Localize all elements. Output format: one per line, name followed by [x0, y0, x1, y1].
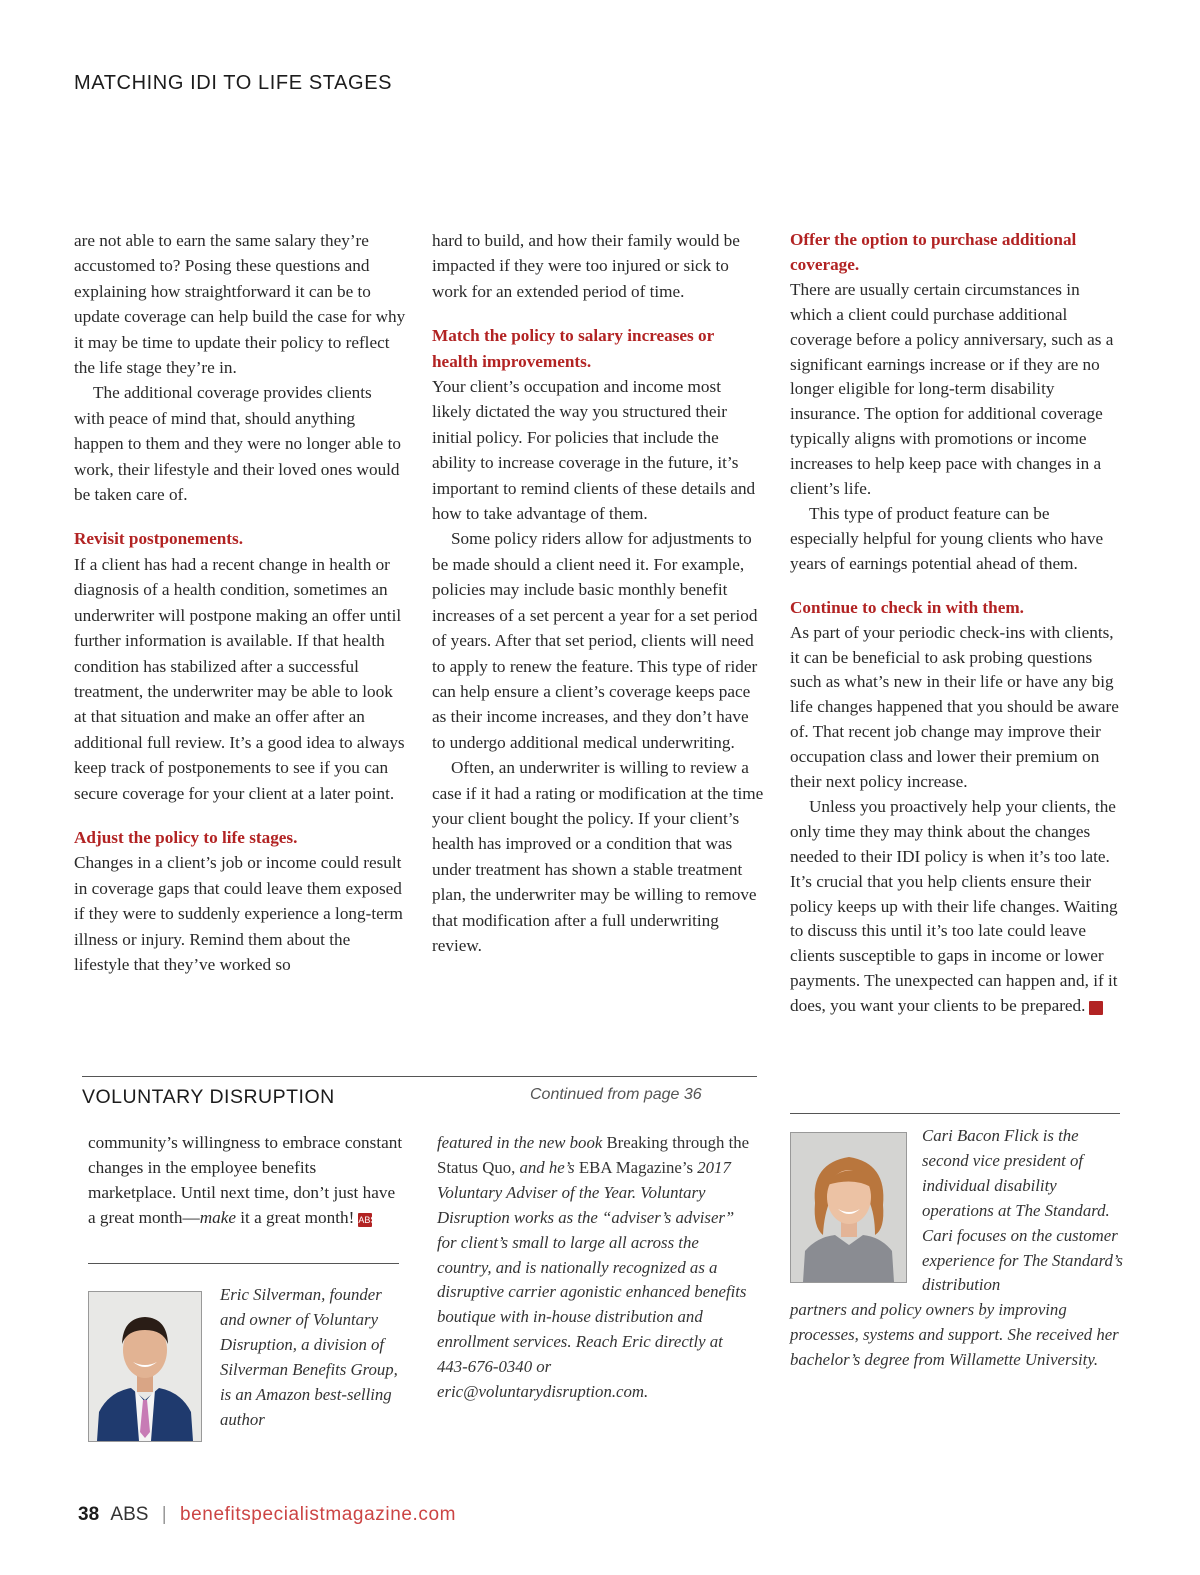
subheading-offer-option: Offer the option to purchase additional coverage. [790, 230, 1077, 274]
continued-note: Continued from page 36 [530, 1086, 702, 1103]
author-bio-eric: Eric Silverman, founder and owner of Voluntary Disruption, a division of Silverman Benefits Group, is an Amazon best-selling author [220, 1285, 398, 1429]
paragraph: Changes in a client’s job or income could result in coverage gaps that could leave them exposed if they were to suddenly experience a long-term illness or injury. Remind them about the lifestyle that they’ve worked so [74, 853, 403, 974]
footer-separator: | [161, 1504, 167, 1525]
portrait-image [89, 1292, 201, 1441]
subheading-continue-check-in: Continue to check in with them. [790, 597, 1024, 617]
paragraph: This type of product feature can be especially helpful for young clients who have years of earnings potential ahead of them. [790, 503, 1104, 573]
end-of-article-mark: ABS [1089, 1001, 1103, 1015]
article-column-2 [432, 228, 764, 958]
author-bio-eric-continued: featured in the new book Breaking through the Status Quo, and he’s EBA Magazine’s 2017 Voluntary Adviser of the Year. Voluntary Disruption works as the “adviser’s adviser” for client’s small to large all across the country, and is nationally recognized as a disruptive carrier agonistic enhanced benefits boutique with in-house distribution and enrollment services. Reach Eric directly at 443-676-0340 or eric@voluntarydisruption.com. [437, 1133, 750, 1402]
page-number: 38 [78, 1504, 100, 1525]
author-photo-cari [790, 1132, 907, 1283]
paragraph: are not able to earn the same salary they’re accustomed to? Posing these questions and explaining how straightforward it can be to update coverage can help build the case for why it may be time to update their policy to reflect the life stage they’re in. [74, 231, 406, 378]
author-bio-cari-continued: partners and policy owners by improving processes, systems and support. She received her bachelor’s degree from Willamette University. [790, 1300, 1119, 1369]
article-column-1 [74, 228, 406, 977]
paragraph: The additional coverage provides clients with peace of mind that, should anything happen to them and they were no longer able to work, their lifestyle and their loved ones would be taken care of. [74, 383, 401, 505]
paragraph: Unless you proactively help your clients, the only time they may think about the changes needed to their IDI policy is when it’s too late. It’s crucial that you help clients ensure their policy keeps up with their life changes. Waiting to discuss this until it’s too late could leave clients susceptible to gaps in income or lower payments. The unexpected can happen and, if it does, you want your clients to be prepared. ABS [790, 796, 1127, 1016]
bio-divider [88, 1263, 399, 1264]
paragraph: If a client has had a recent change in health or diagnosis of a health condition, sometimes an underwriter will postpone making an offer until further information is available. If that health condition has stabilized after a successful treatment, the underwriter may be able to look at that situation and make an offer after an additional full review. It’s a good idea to always keep track of postponements to see if you can secure coverage for your client at a later point. [74, 554, 405, 803]
end-of-article-mark: ABS [358, 1214, 377, 1225]
paragraph: community’s willingness to embrace constant changes in the employee benefits marketplace. Until next time, don’t just have a great month—make it a great month! ABS [88, 1133, 403, 1227]
subheading-adjust-policy: Adjust the policy to life stages. [74, 827, 298, 847]
subheading-revisit-postponements: Revisit postponements. [74, 529, 244, 549]
author-photo-eric [88, 1291, 202, 1442]
paragraph: Your client’s occupation and income most likely dictated the way you structured their initial policy. For policies that include the ability to increase coverage in the future, it’s important to remind clients of these details and how to take advantage of them. [432, 377, 756, 524]
subheading-match-policy: Match the policy to salary increases or health improvements. [432, 326, 714, 371]
voluntary-disruption-title: VOLUNTARY DISRUPTION [82, 1086, 335, 1108]
paragraph: As part of your periodic check-ins with clients, it can be beneficial to ask probing questions such as what’s new in their life or have any big life changes happened that you should be aware of. That recent job change may improve their occupation class and lower their premium on their next policy increase. [790, 622, 1119, 792]
portrait-image [791, 1133, 906, 1282]
section-header: MATCHING IDI TO LIFE STAGES [74, 72, 393, 94]
paragraph: hard to build, and how their family would be impacted if they were too injured or sick to work for an extended period of time. [432, 231, 740, 301]
page-footer [78, 1504, 456, 1526]
magazine-abbrev: ABS [110, 1504, 149, 1525]
magazine-url-link[interactable]: benefitspecialistmagazine.com [179, 1504, 457, 1525]
bio-divider [790, 1113, 1120, 1114]
author-bio-cari: Cari Bacon Flick is the second vice president of individual disability operations at The Standard. Cari focuses on the customer experience for The Standard’s distribution [922, 1126, 1123, 1295]
voluntary-closing-text [88, 1131, 406, 1231]
section-divider [82, 1076, 757, 1077]
paragraph: Often, an underwriter is willing to review a case if it had a rating or modification at the time your client bought the policy. If your client’s health has improved or a condition that was under treatment has shown a stable treatment plan, the underwriter may be willing to remove that modification after a full underwriting review. [432, 758, 764, 955]
paragraph: There are usually certain circumstances in which a client could purchase additional coverage before a policy anniversary, such as a significant earnings increase or if they are no longer eligible for long-term disability insurance. The option for additional coverage typically aligns with promotions or income increases to help keep pace with changes in a client’s life. [790, 279, 1114, 499]
article-column-3 [790, 228, 1127, 1019]
paragraph: Some policy riders allow for adjustments to be made should a client need it. For example, policies may include basic monthly benefit increases of a set percent a year for a set period of years. After that set period, clients will need to apply to renew the feature. This type of rider can help ensure a client’s coverage keeps pace as their income increases, and they don’t have to undergo additional medical underwriting. [432, 529, 758, 752]
